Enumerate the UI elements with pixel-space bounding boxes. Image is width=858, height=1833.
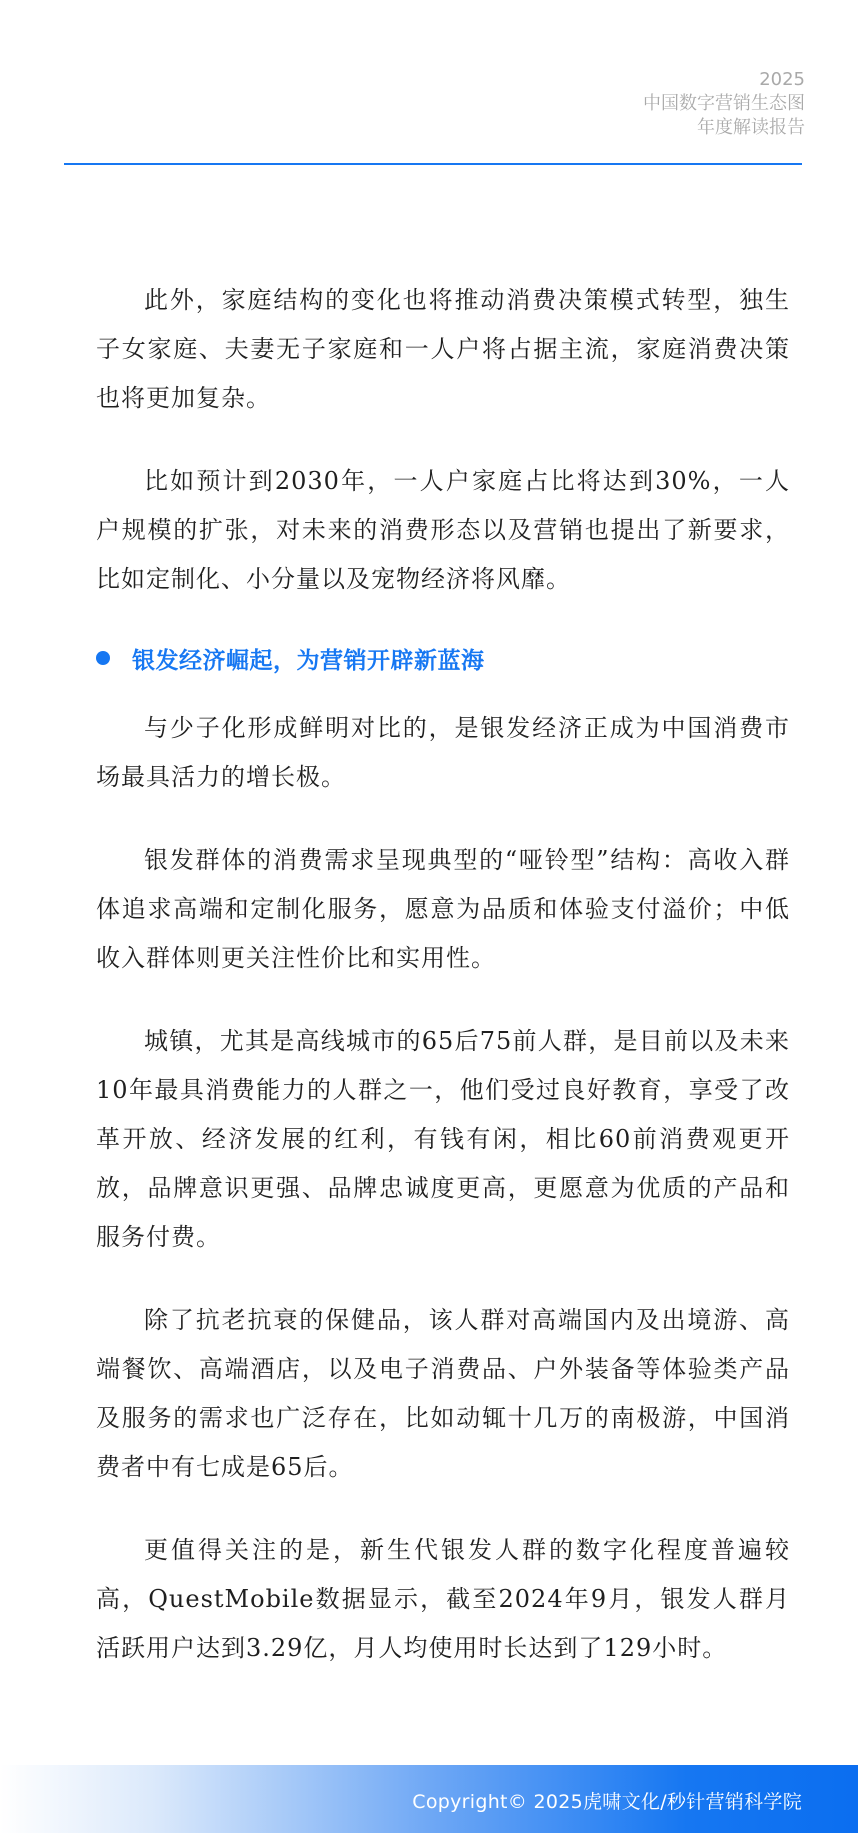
footer-bar (0, 1765, 858, 1833)
paragraph-silver-economy: 与少子化形成鲜明对比的，是银发经济正成为中国消费市场最具活力的增长极。 (96, 714, 790, 791)
report-title-line1: 中国数字营销生态图 (643, 93, 805, 114)
article-body (96, 276, 790, 1707)
report-title-line2: 年度解读报告 (697, 117, 805, 138)
paragraph-urban-cohort: 城镇，尤其是高线城市的65后75前人群，是目前以及未来10年最具消费能力的人群之一，他们受过良好教育，享受了改革开放、经济发展的红利，有钱有闲，相比60前消费观更开放，品牌意识更强、品牌忠诚度更高，更愿意为优质的产品和服务付费。 (96, 1027, 790, 1251)
paragraph-family-structure: 此外，家庭结构的变化也将推动消费决策模式转型，独生子女家庭、夫妻无子家庭和一人户将占据主流，家庭消费决策也将更加复杂。 (96, 286, 790, 412)
paragraph-digital-adoption: 更值得关注的是，新生代银发人群的数字化程度普遍较高，QuestMobile数据显示，截至2024年9月，银发人群月活跃用户达到3.29亿，月人均使用时长达到了129小时。 (96, 1536, 790, 1662)
header-divider (64, 163, 802, 165)
report-year: 2025 (759, 69, 805, 90)
paragraph-single-household: 比如预计到2030年，一人户家庭占比将达到30%，一人户规模的扩张，对未来的消费形态以及营销也提出了新要求，比如定制化、小分量以及宠物经济将风靡。 (96, 467, 790, 593)
copyright-text: Copyright© 2025虎啸文化/秒针营销科学院 (412, 1791, 802, 1813)
dot-icon (96, 651, 110, 665)
section-heading (96, 638, 790, 678)
report-header (643, 68, 805, 140)
paragraph-dumbbell-structure: 银发群体的消费需求呈现典型的“哑铃型”结构：高收入群体追求高端和定制化服务，愿意为品质和体验支付溢价；中低收入群体则更关注性价比和实用性。 (96, 846, 790, 972)
paragraph-experience-demand: 除了抗老抗衰的保健品，该人群对高端国内及出境游、高端餐饮、高端酒店，以及电子消费品、户外装备等体验类产品及服务的需求也广泛存在，比如动辄十几万的南极游，中国消费者中有七成是65后。 (96, 1306, 790, 1481)
section-heading-text: 银发经济崛起，为营销开辟新蓝海 (132, 647, 485, 674)
